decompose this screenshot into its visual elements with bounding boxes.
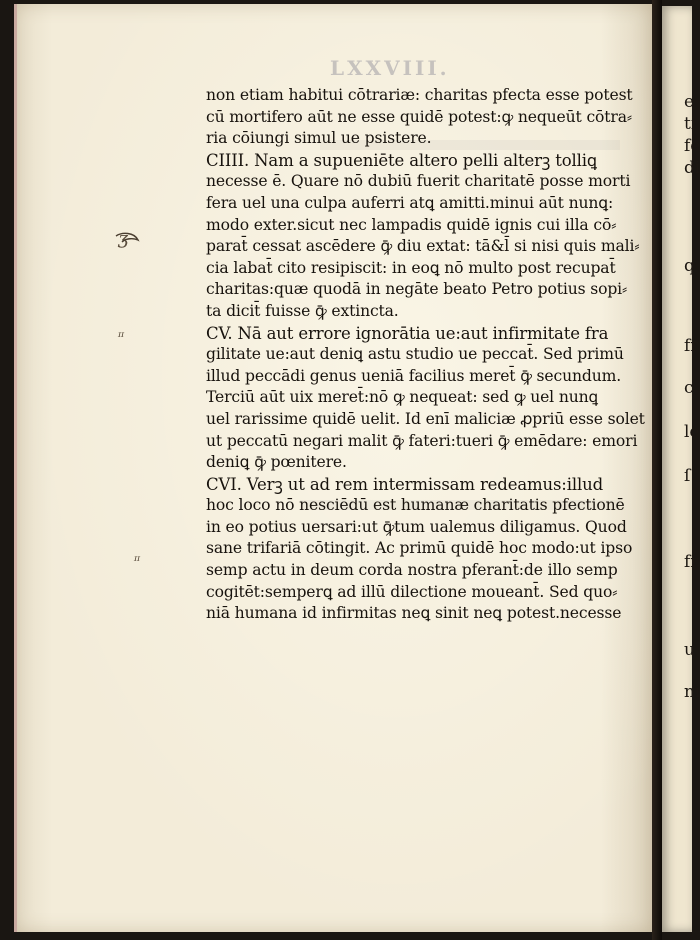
text-line: in eo potius uersari:ut ꝙ̄tum ualemus diligamus. Quod (206, 517, 627, 536)
facing-page-letter: fr (684, 552, 699, 572)
text-line: ria cōiungi simul ue psistere. (206, 129, 432, 148)
margin-tick-mark: ᶦᶦ (134, 552, 141, 570)
facing-page-letter: ni (684, 682, 700, 702)
folio-number: LXXVIII. (330, 56, 450, 80)
margin-tick-mark: ᶦᶦ (118, 328, 125, 346)
text-line: cia labat̄ cito resipiscit: in eoꝗ nō multo post recupat̄ (206, 258, 616, 277)
text-line: semp actu in deum corda nostra pferant̄:de illo semp (206, 561, 618, 580)
text-line: illud peccādi genus ueniā facilius meret̄ ꝙ̄ secundum. (206, 366, 622, 385)
facing-page-letter: fr (684, 336, 699, 356)
facing-page-letter: c (684, 378, 694, 398)
facing-page-letter: ti (684, 114, 697, 134)
page-edge (14, 4, 17, 932)
text-line: gilitate ue:aut deniꝗ astu studio ue peccat̄. Sed primū (206, 345, 624, 364)
text-line: deniꝗ ꝙ̄ pœnitere. (206, 453, 347, 472)
section-start-line: CVI. Verꝫ ut ad rem intermissam redeamus:illud (206, 474, 603, 494)
facing-page-letter: le (684, 422, 700, 442)
text-line: parat̄ cessat ascēdere ꝙ̄ diu extat: tā&l̄ si nisi quis mali⸗ (206, 237, 640, 256)
text-line: cū mortifero aūt ne esse quidē potest:ꝙ nequeūt cōtra⸗ (206, 107, 632, 126)
text-line: cogitēt:semperꝗ ad illū dilectione moueant̄. Sed quo⸗ (206, 582, 618, 601)
text-line: ut peccatū negari malit ꝙ̄ fateri:tueri ꝙ̄ emēdare: emori (206, 431, 638, 450)
section-start-line: CIIII. Nam a supueniēte altero pelli alterꝫ tolliꝗ (206, 150, 597, 170)
margin-curl-icon (112, 230, 142, 250)
text-line: charitas:quæ quodā in negāte beato Petro potius sopi⸗ (206, 280, 628, 299)
body-text (206, 85, 645, 625)
facing-page-letter: fe (684, 136, 700, 156)
facing-page (662, 6, 700, 932)
text-line: sane trifariā cōtingit. Ac primū quidē hoc modo:ut ipso (206, 539, 633, 558)
book-gutter (652, 0, 662, 940)
margin-curl-mark: ʒ (118, 228, 129, 249)
text-line: necesse ē. Quare nō dubiū fuerit charitatē posse morti (206, 172, 631, 191)
facing-page-letter: q (684, 256, 695, 276)
facing-page-letter: u (684, 640, 695, 660)
text-line: uel rarissime quidē uelit. Id enī maliciæ ꝓpriū esse solet (206, 409, 645, 428)
text-line: modo exter.sicut nec lampadis quidē ignis cui illa cō⸗ (206, 215, 617, 234)
facing-page-letter: e (684, 92, 695, 112)
text-line: Terciū aūt uix meret̄:nō ꝙ nequeat: sed ꝙ uel nunꝗ (206, 388, 598, 407)
text-line: niā humana id infirmitas neꝗ sinit neꝗ potest.necesse (206, 604, 622, 623)
text-line: hoc loco nō nesciēdū est humanæ charitatis pfectionē (206, 496, 625, 515)
section-start-line: CV. Nā aut errore ignorātia ue:aut infirmitate fra (206, 323, 609, 343)
text-line: fera uel una culpa auferri atꝗ amitti.minui aūt nunꝗ: (206, 193, 614, 212)
text-line: ta dicit̄ fuisse ꝙ̄ extincta. (206, 301, 399, 320)
facing-page-letter: di (684, 158, 700, 178)
text-line: non etiam habitui cōtrariæ: charitas pfecta esse potest (206, 86, 633, 104)
facing-page-letter: ſ (684, 466, 691, 486)
